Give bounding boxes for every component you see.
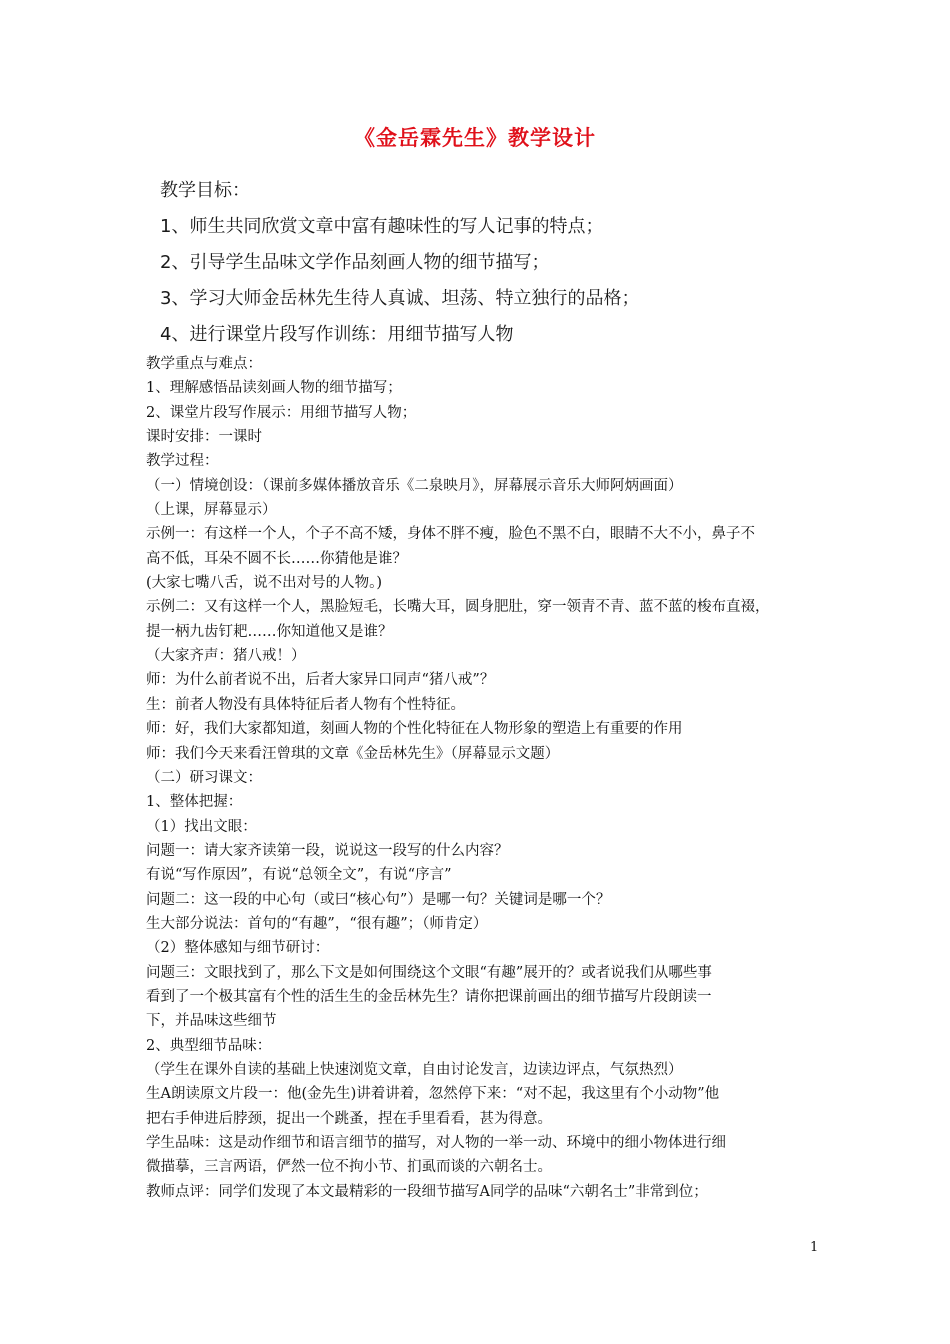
- objective-item: 1、师生共同欣赏文章中富有趣味性的写人记事的特点；: [160, 216, 604, 237]
- body-line: 微描摹，三言两语，俨然一位不拘小节、扪虱而谈的六朝名士。: [146, 1159, 552, 1176]
- teaching-objectives: [160, 173, 639, 353]
- body-line: 生A朗读原文片段一：他(金先生)讲着讲着，忽然停下来：“对不起，我这里有个小动物”他: [146, 1086, 720, 1103]
- body-line: 2、课堂片段写作展示：用细节描写人物；: [146, 404, 417, 421]
- body-line: 问题二：这一段的中心句（或曰“核心句”）是哪一句？关键词是哪一个？: [146, 891, 611, 908]
- objectives-heading: 教学目标：: [160, 180, 250, 201]
- body-line: 1、整体把握：: [146, 794, 243, 811]
- body-line: 1、理解感悟品读刻画人物的细节描写；: [146, 380, 402, 397]
- body-line: 看到了一个极其富有个性的活生生的金岳林先生？请你把课前画出的细节描写片段朗读一: [146, 988, 712, 1005]
- body-line: 课时安排：一课时: [146, 429, 262, 446]
- objective-item: 2、引导学生品味文学作品刻画人物的细节描写；: [160, 252, 550, 273]
- body-line: （一）情境创设：（课前多媒体播放音乐《二泉映月》，屏幕展示音乐大师阿炳画面）: [146, 477, 683, 494]
- body-line: 教师点评：同学们发现了本文最精彩的一段细节描写A同学的品味“六朝名士”非常到位；: [146, 1183, 708, 1200]
- body-line: 教学过程：: [146, 453, 219, 470]
- body-line: 教学重点与难点：: [146, 356, 262, 372]
- body-line: 2、典型细节品味：: [146, 1037, 272, 1054]
- body-line: 示例一：有这样一个人，个子不高不矮，身体不胖不瘦，脸色不黑不白，眼睛不大不小，鼻子不: [146, 526, 755, 543]
- body-line: 师：好，我们大家都知道，刻画人物的个性化特征在人物形象的塑造上有重要的作用: [146, 721, 683, 738]
- body-line: （二）研习课文：: [146, 769, 262, 786]
- body-line: 问题一：请大家齐读第一段，说说这一段写的什么内容？: [146, 842, 509, 859]
- body-line: （2）整体感知与细节研讨：: [146, 940, 330, 957]
- objective-item: 4、进行课堂片段写作训练：用细节描写人物: [160, 324, 514, 345]
- body-line: 学生品味：这是动作细节和语言细节的描写，对人物的一举一动、环境中的细小物体进行细: [146, 1135, 726, 1151]
- body-line: （1）找出文眼：: [146, 818, 257, 835]
- body-line: 把右手伸进后脖颈，捉出一个跳蚤，捏在手里看看，甚为得意。: [146, 1110, 552, 1127]
- body-line: 问题三：文眼找到了，那么下文是如何围绕这个文眼“有趣”展开的？或者说我们从哪些事: [146, 964, 712, 981]
- body-line: 提一柄九齿钉耙……你知道他又是谁？: [146, 623, 393, 640]
- body-line: (大家七嘴八舌，说不出对号的人物。): [146, 575, 383, 592]
- document-body: [146, 352, 826, 1204]
- body-line: 有说“写作原因”，有说“总领全文”，有说“序言”: [146, 867, 452, 884]
- page-number: 1: [810, 1240, 819, 1255]
- body-line: （学生在课外自读的基础上快速浏览文章，自由讨论发言，边读边评点，气氛热烈）: [146, 1061, 683, 1078]
- body-line: 生：前者人物没有具体特征后者人物有个性特征。: [146, 696, 465, 713]
- body-line: （大家齐声：猪八戒！）: [146, 648, 306, 665]
- body-line: 师：为什么前者说不出，后者大家异口同声“猪八戒”？: [146, 672, 495, 689]
- body-line: 下，并品味这些细节: [146, 1013, 277, 1030]
- body-line: （上课，屏幕显示）: [146, 502, 277, 519]
- body-line: 示例二：又有这样一个人，黑脸短毛，长嘴大耳，圆身肥肚，穿一领青不青、蓝不蓝的梭布直裰，: [146, 599, 770, 616]
- body-line: 生大部分说法：首句的“有趣”，“很有趣”；（师肯定）: [146, 915, 488, 932]
- document-title: 《金岳霖先生》教学设计: [354, 126, 596, 150]
- body-line: 师：我们今天来看汪曾琪的文章《金岳林先生》（屏幕显示文题）: [146, 745, 560, 762]
- body-line: 高不低，耳朵不圆不长……你猜他是谁？: [146, 550, 407, 567]
- objective-item: 3、学习大师金岳林先生待人真诚、坦荡、特立独行的品格；: [160, 288, 640, 309]
